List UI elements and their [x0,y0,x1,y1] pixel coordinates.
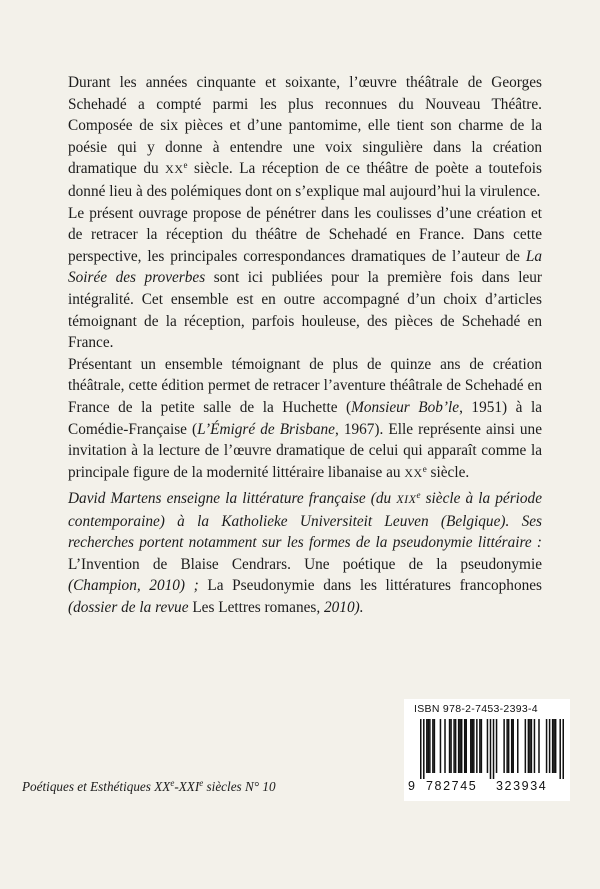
barcode-bar [538,719,540,773]
barcode-bar [493,719,495,779]
barcode-bar [440,719,442,773]
barcode-bar [487,719,489,773]
barcode-lead-digit: 9 [408,779,415,793]
barcode-bar [490,719,492,779]
barcode-bar [512,719,514,773]
barcode-bar [531,719,533,773]
barcode-bar [496,719,498,773]
series-title: Poétiques et Esthétiques XXe-XXIe siècles N° 10 [22,778,276,794]
barcode-bar [476,719,478,773]
barcode-bar [508,719,510,773]
isbn-label: ISBN 978-2-7453-2393-4 [414,703,538,715]
barcode-bar [511,719,513,773]
barcode-bar [461,719,463,773]
barcode-bar [444,719,446,773]
barcode-bar [423,719,425,779]
barcode-bar [432,719,434,773]
back-cover-description [68,72,542,484]
barcode-bar [450,719,452,773]
isbn-barcode [404,699,570,801]
barcode-bar [455,719,457,773]
barcode-bar [549,719,551,773]
barcode-bar [472,719,474,773]
barcode-bar [517,719,519,773]
barcode-bar [481,719,483,773]
barcode-bar [479,719,481,773]
barcode-bar [553,719,555,773]
barcode-bar [546,719,548,773]
barcode-bar [453,719,455,773]
barcode-bar [465,719,467,773]
barcode-bar [528,719,530,773]
barcode-bar [429,719,431,773]
author-bio-paragraph: David Martens enseigne la littérature française (du XIXe siècle à la période contemporaine) à la Katholieke Universiteit Leuven (Belgique). Ses recherches portent notamment sur les formes de la pseudonymie littéraire : L’Invention de Blaise Cendrars. Une poétique de la pseudonymie (Champion, 2010) ; La Pseudonymie dans les littératures francophones (dossier de la revue Les Lettres romanes, 2010). [68,490,542,616]
barcode-bar [506,719,508,773]
barcode-bar [503,719,505,773]
barcode-bar [428,719,430,773]
barcode-bar [529,719,531,773]
author-bio [68,488,542,619]
barcode-digit-group-1: 782745 [426,779,478,793]
barcode-bar [458,719,460,773]
barcode-bar [470,719,472,773]
barcode-bar [473,719,475,773]
barcode-bar [459,719,461,773]
barcode-bar [420,719,422,779]
barcode-bar [559,719,561,779]
description-paragraph-3: Présentant un ensemble témoignant de plus de quinze ans de création théâtrale, cette édition permet de retracer l’aventure théâtrale de Schehadé en France de la petite salle de la Huchette (Monsieur Bob’le, 1951) à la Comédie-Française (L’Émigré de Brisbane, 1967). Elle représente ainsi une invitation à la lecture de l’œuvre dramatique de celui qui apparaît comme la principale figure de la modernité littéraire libanaise au XXe siècle. [68,355,542,481]
barcode-bar [525,719,527,773]
barcode-bars [420,719,564,779]
description-paragraph-1: Durant les années cinquante et soixante, l’œuvre théâtrale de Georges Schehadé a compté parmi les plus reconnues du Nouveau Théâtre. Composée de six pièces et d’une pantomime, elle tient son charme de la poésie qui y donne à entendre une voix singulière dans la création dramatique du XXe siècle. La réception de ce théâtre de poète a toutefois donné lieu à des polémiques dont on s’explique mal aujourd’hui la virulence. [68,74,542,200]
barcode-bar [555,719,557,773]
barcode-digit-group-2: 323934 [496,779,548,793]
barcode-bar [426,719,428,773]
barcode-bar [449,719,451,773]
barcode-bar [464,719,466,773]
description-paragraph-2: Le présent ouvrage propose de pénétrer dans les coulisses d’une création et de retracer la réception du théâtre de Schehadé en France. Dans cette perspective, les principales correspondances dramatiques de l’auteur de La Soirée des proverbes sont ici publiées pour la première fois dans leur intégralité. Cet ensemble est en outre accompagné d’un choix d’articles témoignant de la réception, parfois houleuse, des pièces de Schehadé en France. [68,204,542,352]
barcode-bar [434,719,436,773]
barcode-bar [562,719,564,779]
barcode-bar [552,719,554,773]
barcode-bar [534,719,536,773]
